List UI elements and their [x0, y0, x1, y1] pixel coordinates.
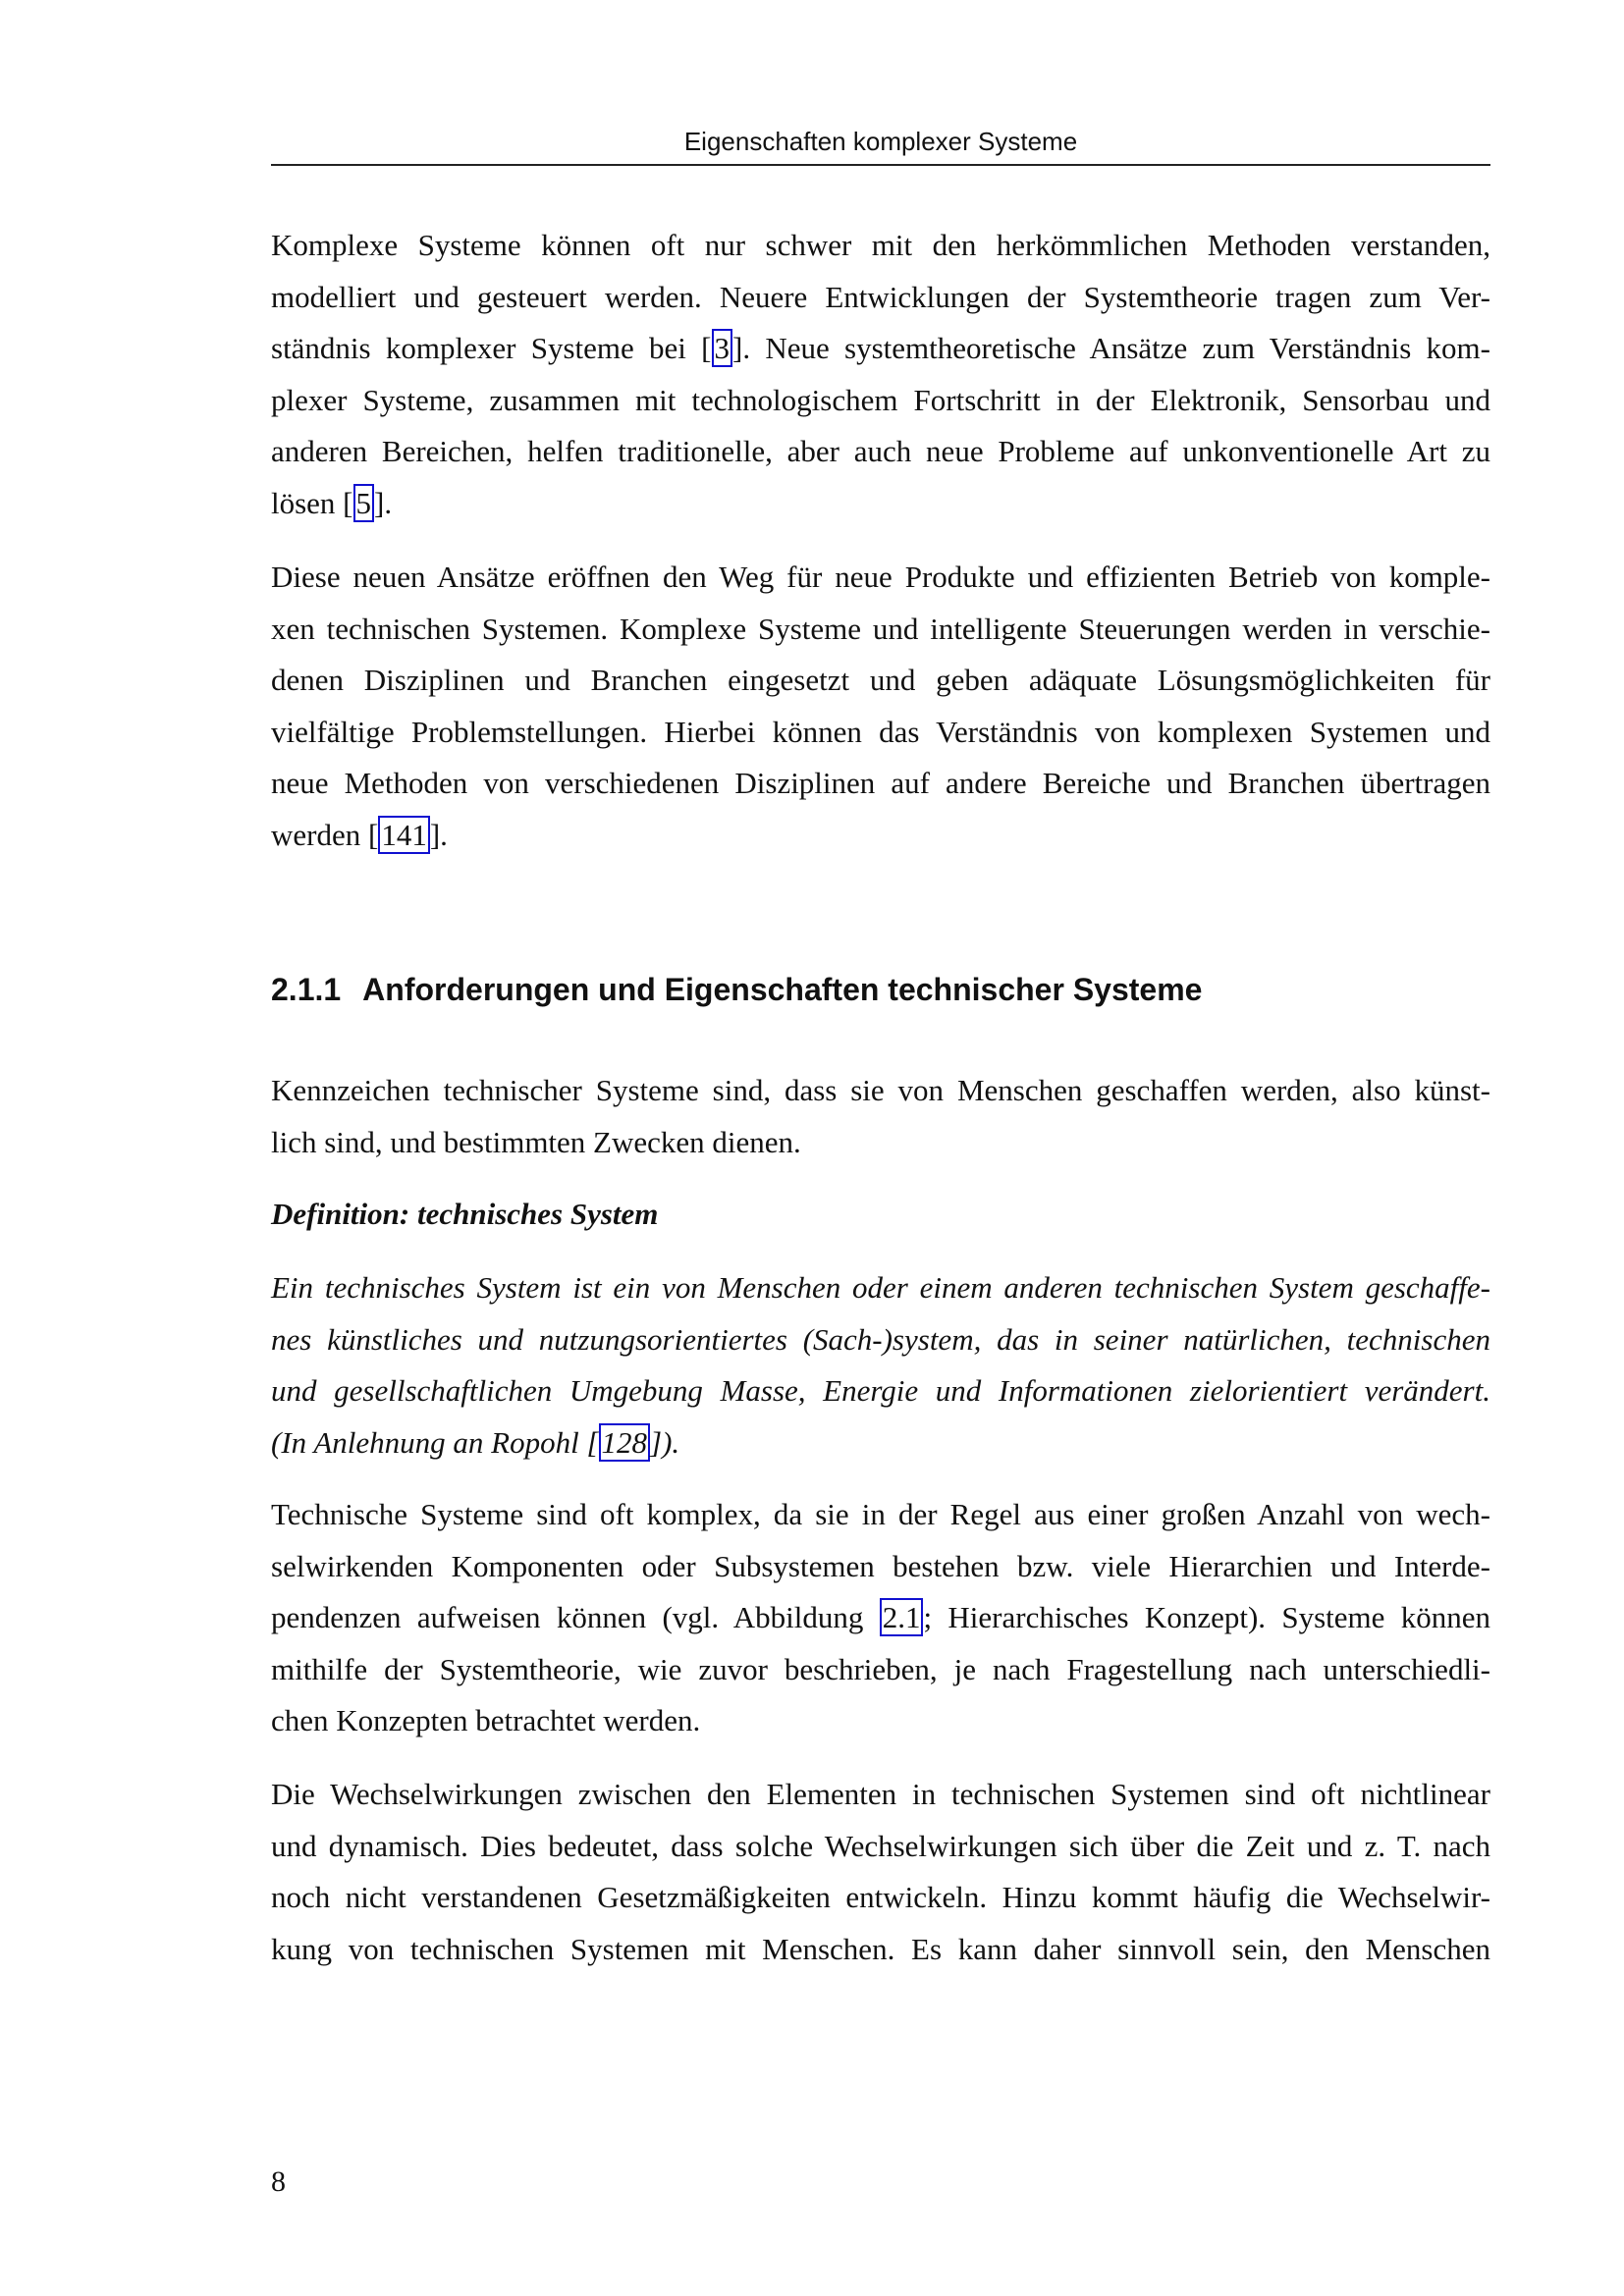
text-line — [271, 1592, 1490, 1644]
text-line: denen Disziplinen und Branchen eingesetzt und geben adäquate Lösungsmöglichkeiten für — [271, 663, 1490, 697]
text-line: vielfältige Problemstellungen. Hierbei können das Verständnis von komplexen Systemen und — [271, 714, 1490, 749]
running-header: Eigenschaften komplexer Systeme — [683, 127, 1078, 156]
text-line: plexer Systeme, zusammen mit technologischem Fortschritt in der Elektronik, Sensorbau und — [271, 382, 1490, 417]
text-line: selwirkenden Komponenten oder Subsystemen bestehen bzw. viele Hierarchien und Interde- — [271, 1548, 1490, 1583]
reference-link[interactable]: 3 — [712, 329, 733, 367]
text-line: mithilfe der Systemtheorie, wie zuvor beschrieben, je nach Fragestellung nach unterschiedli- — [271, 1651, 1490, 1686]
line-text: ]). — [650, 1424, 680, 1460]
paragraph — [271, 220, 1490, 529]
text-line: Komplexe Systeme können oft nur schwer mit den herkömmlichen Methoden verstanden, — [271, 228, 1490, 262]
paragraph — [271, 1065, 1490, 1168]
text-line: und gesellschaftlichen Umgebung Masse, Energie und Informationen zielorientiert verändert. — [271, 1373, 1490, 1408]
paragraph — [271, 552, 1490, 861]
line-text: ]. Neue systemtheoretische Ansätze zum Verständnis kom- — [732, 331, 1490, 365]
text-line — [271, 478, 1490, 530]
text-line: kung von technischen Systemen mit Menschen. Es kann daher sinnvoll sein, den Menschen — [271, 1931, 1490, 1966]
text-line: Definition: technisches System — [271, 1197, 659, 1231]
text-line: neue Methoden von verschiedenen Disziplinen auf andere Bereiche und Branchen übertragen — [271, 766, 1490, 800]
section-heading — [271, 968, 1202, 1011]
text-line: Kennzeichen technischer Systeme sind, dass sie von Menschen geschaffen werden, also künst- — [271, 1073, 1490, 1107]
text-line: chen Konzepten betrachtet werden. — [271, 1703, 701, 1737]
text-line: modelliert und gesteuert werden. Neuere Entwicklungen der Systemtheorie tragen zum Ver- — [271, 279, 1490, 314]
text-line: xen technischen Systemen. Komplexe Systeme und intelligente Steuerungen werden in verschie- — [271, 611, 1490, 646]
paragraph — [271, 1489, 1490, 1747]
reference-link[interactable]: 141 — [378, 816, 430, 854]
line-text: ]. — [429, 817, 448, 852]
text-line: noch nicht verstandenen Gesetzmäßigkeiten entwickeln. Hinzu kommt häufig die Wechselwir- — [271, 1880, 1490, 1914]
header-rule — [271, 164, 1490, 166]
definition-heading — [271, 1189, 1490, 1241]
definition-text — [271, 1262, 1490, 1468]
paragraph — [271, 1769, 1490, 1975]
line-text: pendenzen aufweisen können (vgl. Abbildung — [271, 1600, 880, 1634]
text-line — [271, 1417, 1490, 1469]
text-line: Die Wechselwirkungen zwischen den Elementen in technischen Systemen sind oft nichtlinear — [271, 1777, 1490, 1811]
reference-link[interactable]: 2.1 — [880, 1598, 924, 1636]
text-line: nes künstliches und nutzungsorientiertes (Sach-)system, das in seiner natürlichen, technischen — [271, 1321, 1490, 1357]
line-text: ; Hierarchisches Konzept). Systeme können — [923, 1600, 1490, 1634]
text-line — [271, 323, 1490, 375]
section-title: Anforderungen und Eigenschaften technischer Systeme — [362, 972, 1203, 1007]
reference-link[interactable]: 5 — [353, 484, 375, 522]
line-text: ständnis komplexer Systeme bei [ — [271, 331, 712, 365]
page-number: 8 — [271, 2165, 286, 2198]
text-line: anderen Bereichen, helfen traditionelle, aber auch neue Probleme auf unkonventionelle Art zu — [271, 434, 1490, 468]
text-line — [271, 810, 1490, 862]
text-line: Ein technisches System ist ein von Menschen oder einem anderen technischen System geschaffe- — [271, 1270, 1490, 1305]
line-text: werden [ — [271, 817, 379, 852]
text-line: und dynamisch. Dies bedeutet, dass solche Wechselwirkungen sich über die Zeit und z. T. nach — [271, 1828, 1490, 1863]
section-number: 2.1.1 — [271, 972, 342, 1007]
line-text: lösen [ — [271, 485, 353, 520]
text-line: Diese neuen Ansätze eröffnen den Weg für neue Produkte und effizienten Betrieb von komple- — [271, 560, 1490, 594]
text-line: Technische Systeme sind oft komplex, da sie in der Regel aus einer großen Anzahl von wech- — [271, 1497, 1490, 1531]
reference-link[interactable]: 128 — [599, 1423, 651, 1462]
line-text: ]. — [374, 485, 393, 520]
line-text: (In Anlehnung an Ropohl [ — [271, 1424, 599, 1460]
text-line: lich sind, und bestimmten Zwecken dienen. — [271, 1124, 801, 1159]
